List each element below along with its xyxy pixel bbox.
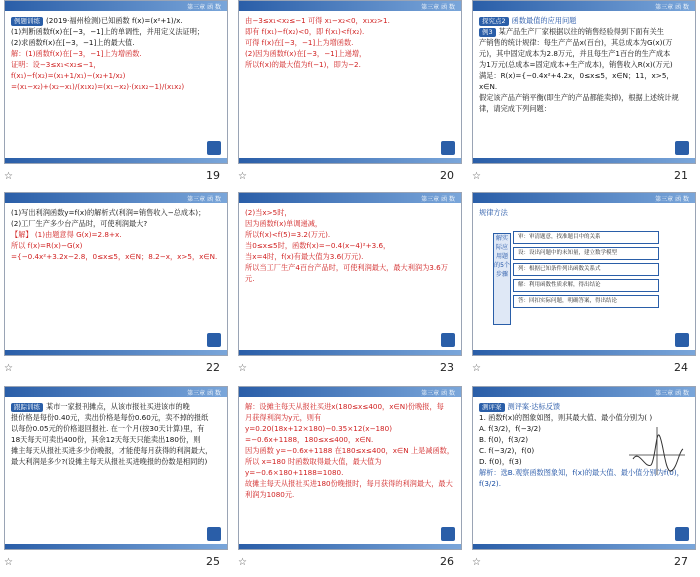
slide-text-line: [479, 15, 689, 26]
slide-text-line: [11, 423, 221, 434]
slide-number: 22: [206, 361, 220, 374]
slide-text-line: [245, 59, 455, 70]
slide-content: [245, 15, 455, 70]
slide-text-line: [245, 37, 455, 48]
slide-text-line: [11, 434, 221, 445]
slide-thumbnail-24[interactable]: [472, 192, 696, 356]
slide-chapter-tag: 第三章 函 数: [421, 390, 455, 397]
slide-text-line: [479, 70, 689, 92]
slide-text-line: [11, 207, 221, 218]
slide-text-line: [245, 15, 455, 26]
slide-text-line: [11, 26, 221, 37]
slide-text-line: [479, 412, 689, 423]
section-badge: 探究点2: [479, 17, 509, 26]
slide-nav-icon[interactable]: [441, 527, 455, 541]
slide-chapter-tag: 第三章 函 数: [187, 4, 221, 11]
graph-curve: [633, 435, 683, 471]
slide-text: =−0.6x+1188，180≤x≤400，x∈N.: [245, 435, 374, 444]
slide-text-line: [11, 229, 221, 240]
slide-text: 以每份0.05元的价格退回报社. 在一个月(按30天计算)里，有: [11, 424, 205, 433]
slide-text: 【解】 (1)由题意得 G(x)=2.8+x.: [11, 230, 122, 239]
slide-text: 产销售的统计规律：每生产产品x(百台)，其总成本为G(x)(万: [479, 38, 673, 47]
slide-thumbnail-27[interactable]: [472, 386, 696, 550]
slide-text: 即有 f(x₁)−f(x₂)<0，即 f(x₁)<f(x₂).: [245, 27, 365, 36]
transition-star-icon: ☆: [472, 557, 481, 568]
slide-content: [11, 401, 221, 467]
slide-text-line: [11, 251, 221, 262]
slide-nav-icon[interactable]: [675, 527, 689, 541]
slide-text: 因为函数f(x)单调递减，: [245, 219, 323, 228]
graph-axes: [629, 427, 685, 475]
slide-text: 所以 f(x)=R(x)−G(x): [11, 241, 83, 250]
section-badge: 测评案: [479, 403, 505, 412]
slide-text-line: [11, 15, 221, 26]
slide-content: [245, 401, 455, 500]
slide-number: 24: [674, 361, 688, 374]
slide-nav-icon[interactable]: [675, 141, 689, 155]
slide-number: 21: [674, 169, 688, 182]
slide-text: 当0≤x≤5时，函数f(x)=−0.4(x−4)²+3.6，: [245, 241, 391, 250]
slide-footer-bar: [5, 158, 227, 163]
section-badge: 跟踪训练: [11, 403, 43, 412]
slide-text-line: [11, 48, 221, 59]
slide-text-line: [245, 412, 455, 434]
slide-text: 所以f(x)的最大值为f(−1)，即为−2.: [245, 60, 361, 69]
section-badge: 例3: [479, 28, 496, 37]
slide-text-line: [11, 401, 221, 412]
transition-star-icon: ☆: [4, 171, 13, 182]
slide-text-line: [245, 434, 455, 445]
slide-text: 测评案·达标反馈: [507, 402, 561, 411]
slide-number: 23: [440, 361, 454, 374]
slide-text-line: [11, 59, 221, 70]
slide-chapter-tag: 第三章 函 数: [655, 4, 689, 11]
slide-text-line: [11, 81, 221, 92]
slide-text: 最大利润是多少?(设摊主每天从报社买进晚报的份数是相同的): [11, 457, 208, 466]
slide-text: f(x₁)−f(x₂)=(x₁+1/x₁)−(x₂+1/x₂): [11, 71, 126, 80]
slide-footer-bar: [239, 158, 461, 163]
slide-text: C. f(−3/2)，f(0): [479, 446, 535, 455]
slide-text: 所以f(x)<f(5)=3.2(万元).: [245, 230, 331, 239]
slide-text: 所以当工厂生产4百台产品时，可使利润最大，最大利润为3.6万元.: [245, 263, 448, 283]
slide-text-line: [245, 229, 455, 240]
slide-footer-bar: [5, 350, 227, 355]
slide-thumbnail-22[interactable]: [4, 192, 228, 356]
slide-text-line: [11, 70, 221, 81]
slide-chapter-tag: 第三章 函 数: [187, 196, 221, 203]
slide-content: [11, 15, 221, 92]
slide-text-line: [479, 59, 689, 70]
slide-text-line: [245, 478, 455, 500]
slide-number: 26: [440, 555, 454, 568]
function-graph: [627, 425, 687, 477]
slide-text-line: [479, 92, 689, 114]
steps-list: [513, 231, 659, 311]
transition-star-icon: ☆: [238, 363, 247, 374]
slide-text-line: [479, 26, 689, 37]
slide-thumbnail-26[interactable]: [238, 386, 462, 550]
slide-text-line: [245, 251, 455, 262]
slide-text: (1)判断函数f(x)在[−3，−1]上的单调性，并用定义法证明；: [11, 27, 205, 36]
slide-thumbnail-25[interactable]: [4, 386, 228, 550]
slide-chapter-tag: 第三章 函 数: [421, 196, 455, 203]
step-item: 答：回扣实际问题，明确答案，得出结论: [513, 295, 659, 308]
slide-nav-icon[interactable]: [675, 333, 689, 347]
slide-text: 为1万元(总成本=固定成本+生产成本)，销售收入R(x)(万元): [479, 60, 673, 69]
slide-nav-icon[interactable]: [441, 333, 455, 347]
transition-star-icon: ☆: [4, 557, 13, 568]
slide-text: 当x=4时，f(x)有最大值为3.6(万元).: [245, 252, 364, 261]
slide-text: 故摊主每天从报社买进180份晚报时，每月获得的利润最大，最大利润为1080元.: [245, 479, 453, 499]
slide-text: 所以 x=180 时函数取得最大值，最大值为 y=−0.6×180+1188=1080.: [245, 457, 382, 477]
slide-text: 证明：设−3≤x₁<x₂≤−1，: [11, 60, 101, 69]
slide-text: (2)因为函数f(x)在[−3，−1]上递增，: [245, 49, 367, 58]
slide-text: 函数最值的应用问题: [511, 16, 577, 25]
slide-thumbnail-20[interactable]: [238, 0, 462, 164]
slide-text-line: [11, 412, 221, 423]
slide-text: 由−3≤x₁<x₂≤−1 可得 x₁−x₂<0，x₁x₂>1.: [245, 16, 390, 25]
slide-text-line: [245, 401, 455, 412]
slide-text: 解：设摊主每天从报社买进x(180≤x≤400，x∈N)份晚报，每: [245, 402, 444, 411]
slide-thumbnail-21[interactable]: [472, 0, 696, 164]
slide-text-line: [245, 445, 455, 456]
slide-number: 25: [206, 555, 220, 568]
slide-content: [479, 207, 689, 218]
slide-text: 假定该产品产销平衡(即生产的产品都能卖掉)，根据上述统计规律，请完成下列问题：: [479, 93, 679, 113]
step-item: 解：利用函数性质求解，得出结论: [513, 279, 659, 292]
slide-text: 某产品生产厂家根据以往的销售经验得到下面有关生: [498, 27, 664, 36]
slide-text-line: [245, 26, 455, 37]
slide-footer-bar: [239, 350, 461, 355]
slide-nav-icon[interactable]: [441, 141, 455, 155]
slide-text: 满足：R(x)={−0.4x²+4.2x，0≤x≤5，x∈N；11，x>5，x∈N.: [479, 71, 674, 91]
slide-text-line: [11, 37, 221, 48]
step-item: 列：根据已知条件列出函数关系式: [513, 263, 659, 276]
slide-content: [11, 207, 221, 262]
slide-text: 报价格是每份0.40元，卖出价格是每份0.60元，卖不掉的报纸: [11, 413, 209, 422]
slide-text-line: [479, 401, 689, 412]
slide-text: 1. 函数f(x)的图象如图，则其最大值、最小值分别为( ): [479, 413, 653, 422]
transition-star-icon: ☆: [472, 171, 481, 182]
slide-number: 20: [440, 169, 454, 182]
step-item: 设：设出问题中的未知量，建立数学模型: [513, 247, 659, 260]
slide-text: A. f(3/2)，f(−3/2): [479, 424, 541, 433]
slide-text: (2019·福州检测)已知函数 f(x)=(x²+1)/x.: [46, 16, 183, 25]
steps-title-box: 解实际应用题的5个步骤: [493, 233, 511, 325]
slide-text-line: [245, 218, 455, 229]
slide-text: (2)求函数f(x)在[−3，−1]上的最大值.: [11, 38, 135, 47]
slide-content: [479, 15, 689, 114]
slide-text-line: [479, 48, 689, 59]
transition-star-icon: ☆: [472, 363, 481, 374]
slide-thumbnail-19[interactable]: [4, 0, 228, 164]
slide-text: 某市一家报刊摊点，从该市报社买进该市的晚: [46, 402, 190, 411]
slide-text-line: [245, 456, 455, 478]
slide-text: 可得 f(x)在[−3，−1]上为增函数.: [245, 38, 354, 47]
transition-star-icon: ☆: [238, 557, 247, 568]
slide-chapter-tag: 第三章 函 数: [421, 4, 455, 11]
slide-footer-bar: [473, 350, 695, 355]
slide-text-line: [11, 456, 221, 467]
slide-text: (2)工厂生产多少台产品时，可使利润最大?: [11, 219, 148, 228]
slide-thumbnail-23[interactable]: [238, 192, 462, 356]
slide-content: [245, 207, 455, 284]
slide-footer-bar: [239, 544, 461, 549]
slide-nav-icon[interactable]: [207, 333, 221, 347]
slide-text-line: [11, 218, 221, 229]
slide-text: 月获得利润为y元，则有 y=0.20(18x+12×180)−0.35×12(x−180): [245, 413, 392, 433]
slide-text-line: [245, 207, 455, 218]
slide-nav-icon[interactable]: [207, 527, 221, 541]
slide-text: 解：(1)函数f(x)在[−3，−1]上为增函数.: [11, 49, 142, 58]
slide-text-line: [11, 240, 221, 251]
slide-number: 19: [206, 169, 220, 182]
slide-text-line: [245, 262, 455, 284]
slide-text: (1)写出利润函数y=f(x)的解析式(利润=销售收入−总成本)；: [11, 208, 206, 217]
slide-footer-bar: [473, 158, 695, 163]
slide-chapter-tag: 第三章 函 数: [187, 390, 221, 397]
slide-text: 18天每天可卖出400份，其余12天每天只能卖出180份，则: [11, 435, 201, 444]
slide-text: (2)当x>5时，: [245, 208, 292, 217]
slide-text: B. f(0)，f(3/2): [479, 435, 529, 444]
slide-text-line: [479, 207, 689, 218]
step-item: 审：审清题意，找准题目中的关系: [513, 231, 659, 244]
section-badge: 例题训练: [11, 17, 43, 26]
slide-text-line: [245, 240, 455, 251]
transition-star-icon: ☆: [238, 171, 247, 182]
slide-text-line: [479, 37, 689, 48]
slide-text-line: [245, 48, 455, 59]
slide-footer-bar: [473, 544, 695, 549]
slide-number: 27: [674, 555, 688, 568]
slide-text: 规律方法: [479, 208, 508, 217]
slide-chapter-tag: 第三章 函 数: [655, 196, 689, 203]
slide-text: ={−0.4x²+3.2x−2.8，0≤x≤5，x∈N；8.2−x，x>5，x∈N.: [11, 252, 218, 261]
slide-text: D. f(0)，f(3): [479, 457, 522, 466]
slide-text: 解析：选B.观察函数图象知，f(x)的最大值、最小值分别为f(0)，f(3/2).: [479, 468, 684, 488]
slide-chapter-tag: 第三章 函 数: [655, 390, 689, 397]
slide-text: 摊主每天从报社买进多少份晚报，才能使每月获得的利润最大，: [11, 446, 213, 455]
slide-nav-icon[interactable]: [207, 141, 221, 155]
slide-text-line: [11, 445, 221, 456]
slide-text: 因为函数 y=−0.6x+1188 在180≤x≤400，x∈N 上是减函数，: [245, 446, 455, 455]
slide-text: =(x₁−x₂)+(x₂−x₁)/(x₁x₂)=(x₁−x₂)·(x₁x₂−1)/(x₁x₂): [11, 82, 185, 91]
slide-text: 元)，其中固定成本为2.8万元，并且每生产1百台的生产成本: [479, 49, 671, 58]
transition-star-icon: ☆: [4, 363, 13, 374]
slide-footer-bar: [5, 544, 227, 549]
